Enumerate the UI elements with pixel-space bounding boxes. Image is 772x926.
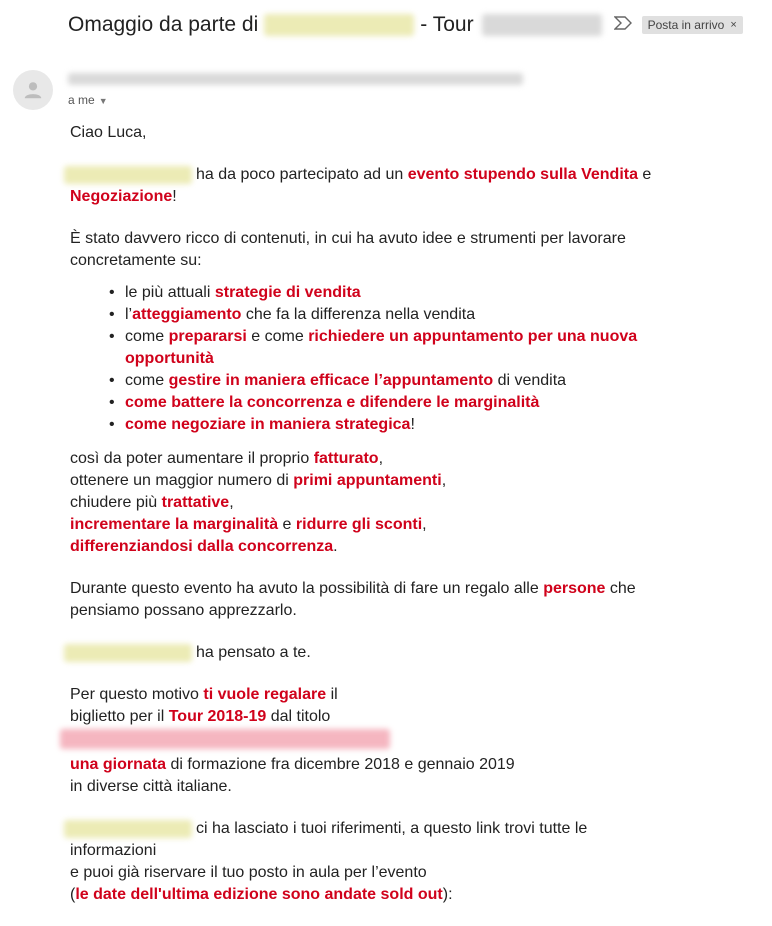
paragraph-thought: ha pensato a te.	[70, 642, 660, 664]
paragraph-content: È stato davvero ricco di contenuti, in cui ha avuto idee e strumenti per lavorare concretamente su:	[70, 230, 626, 269]
redacted-tour-name	[482, 14, 602, 36]
highlight: evento stupendo sulla Vendita	[407, 166, 638, 183]
paragraph-gift: Durante questo evento ha avuto la possibilità di fare un regalo alle persone che pensiamo possano apprezzarlo.	[70, 580, 636, 619]
redacted-sender	[68, 73, 523, 85]
subject-row	[68, 13, 758, 37]
redacted-title	[60, 729, 390, 749]
recipient-label: a me	[68, 93, 95, 107]
recipient-line[interactable]	[68, 93, 108, 107]
text: e	[637, 166, 652, 183]
list-item: • come negoziare in maniera strategica!	[125, 414, 660, 436]
paragraph-event	[70, 164, 660, 208]
paragraph-link: ci ha lasciato i tuoi riferimenti, a questo link trovi tutte le informazioni e puoi già riservare il tuo posto in aula per l’evento (le date dell'ultima edizione sono andate sold out):	[70, 818, 660, 906]
list-item: • l’atteggiamento che fa la differenza nella vendita	[125, 304, 660, 326]
paragraph-ticket: Per questo motivo ti vuole regalare il biglietto per il Tour 2018-19 dal titolo	[70, 684, 660, 750]
redacted-name	[264, 14, 414, 36]
inbox-label-chip[interactable]	[642, 16, 743, 34]
remove-label-icon[interactable]: ×	[730, 19, 737, 31]
paragraph-dates: una giornata di formazione fra dicembre 2018 e gennaio 2019 in diverse città italiane.	[70, 756, 515, 795]
redacted-name	[64, 166, 192, 184]
highlight: Negoziazione	[70, 188, 173, 205]
greeting: Ciao Luca,	[70, 124, 147, 141]
inbox-label-text: Posta in arrivo	[647, 18, 725, 32]
list-item: • le più attuali strategie di vendita	[125, 282, 660, 304]
text: !	[172, 188, 177, 205]
avatar[interactable]	[13, 70, 53, 110]
importance-marker-icon[interactable]	[614, 16, 632, 35]
topic-list	[70, 282, 660, 436]
list-item: • come gestire in maniera efficace l’appuntamento di vendita	[125, 370, 660, 392]
list-item: • come prepararsi e come richiedere un appuntamento per una nuova opportunità	[125, 326, 660, 370]
list-item: • come battere la concorrenza e difendere le marginalità	[125, 392, 660, 414]
subject-middle: - Tour	[420, 13, 474, 36]
person-icon	[22, 79, 44, 101]
redacted-name	[64, 644, 192, 662]
message-body	[70, 122, 660, 926]
text: ha da poco partecipato ad un	[196, 166, 408, 183]
subject-prefix: Omaggio da parte di	[68, 13, 259, 36]
redacted-name	[64, 820, 192, 838]
chevron-down-icon[interactable]: ▼	[98, 96, 108, 106]
paragraph-benefits: così da poter aumentare il proprio fatturato, ottenere un maggior numero di primi appuntamenti, chiudere più trattative, incrementare la marginalità e ridurre gli sconti, differenziandosi dalla concorrenza.	[70, 450, 447, 555]
